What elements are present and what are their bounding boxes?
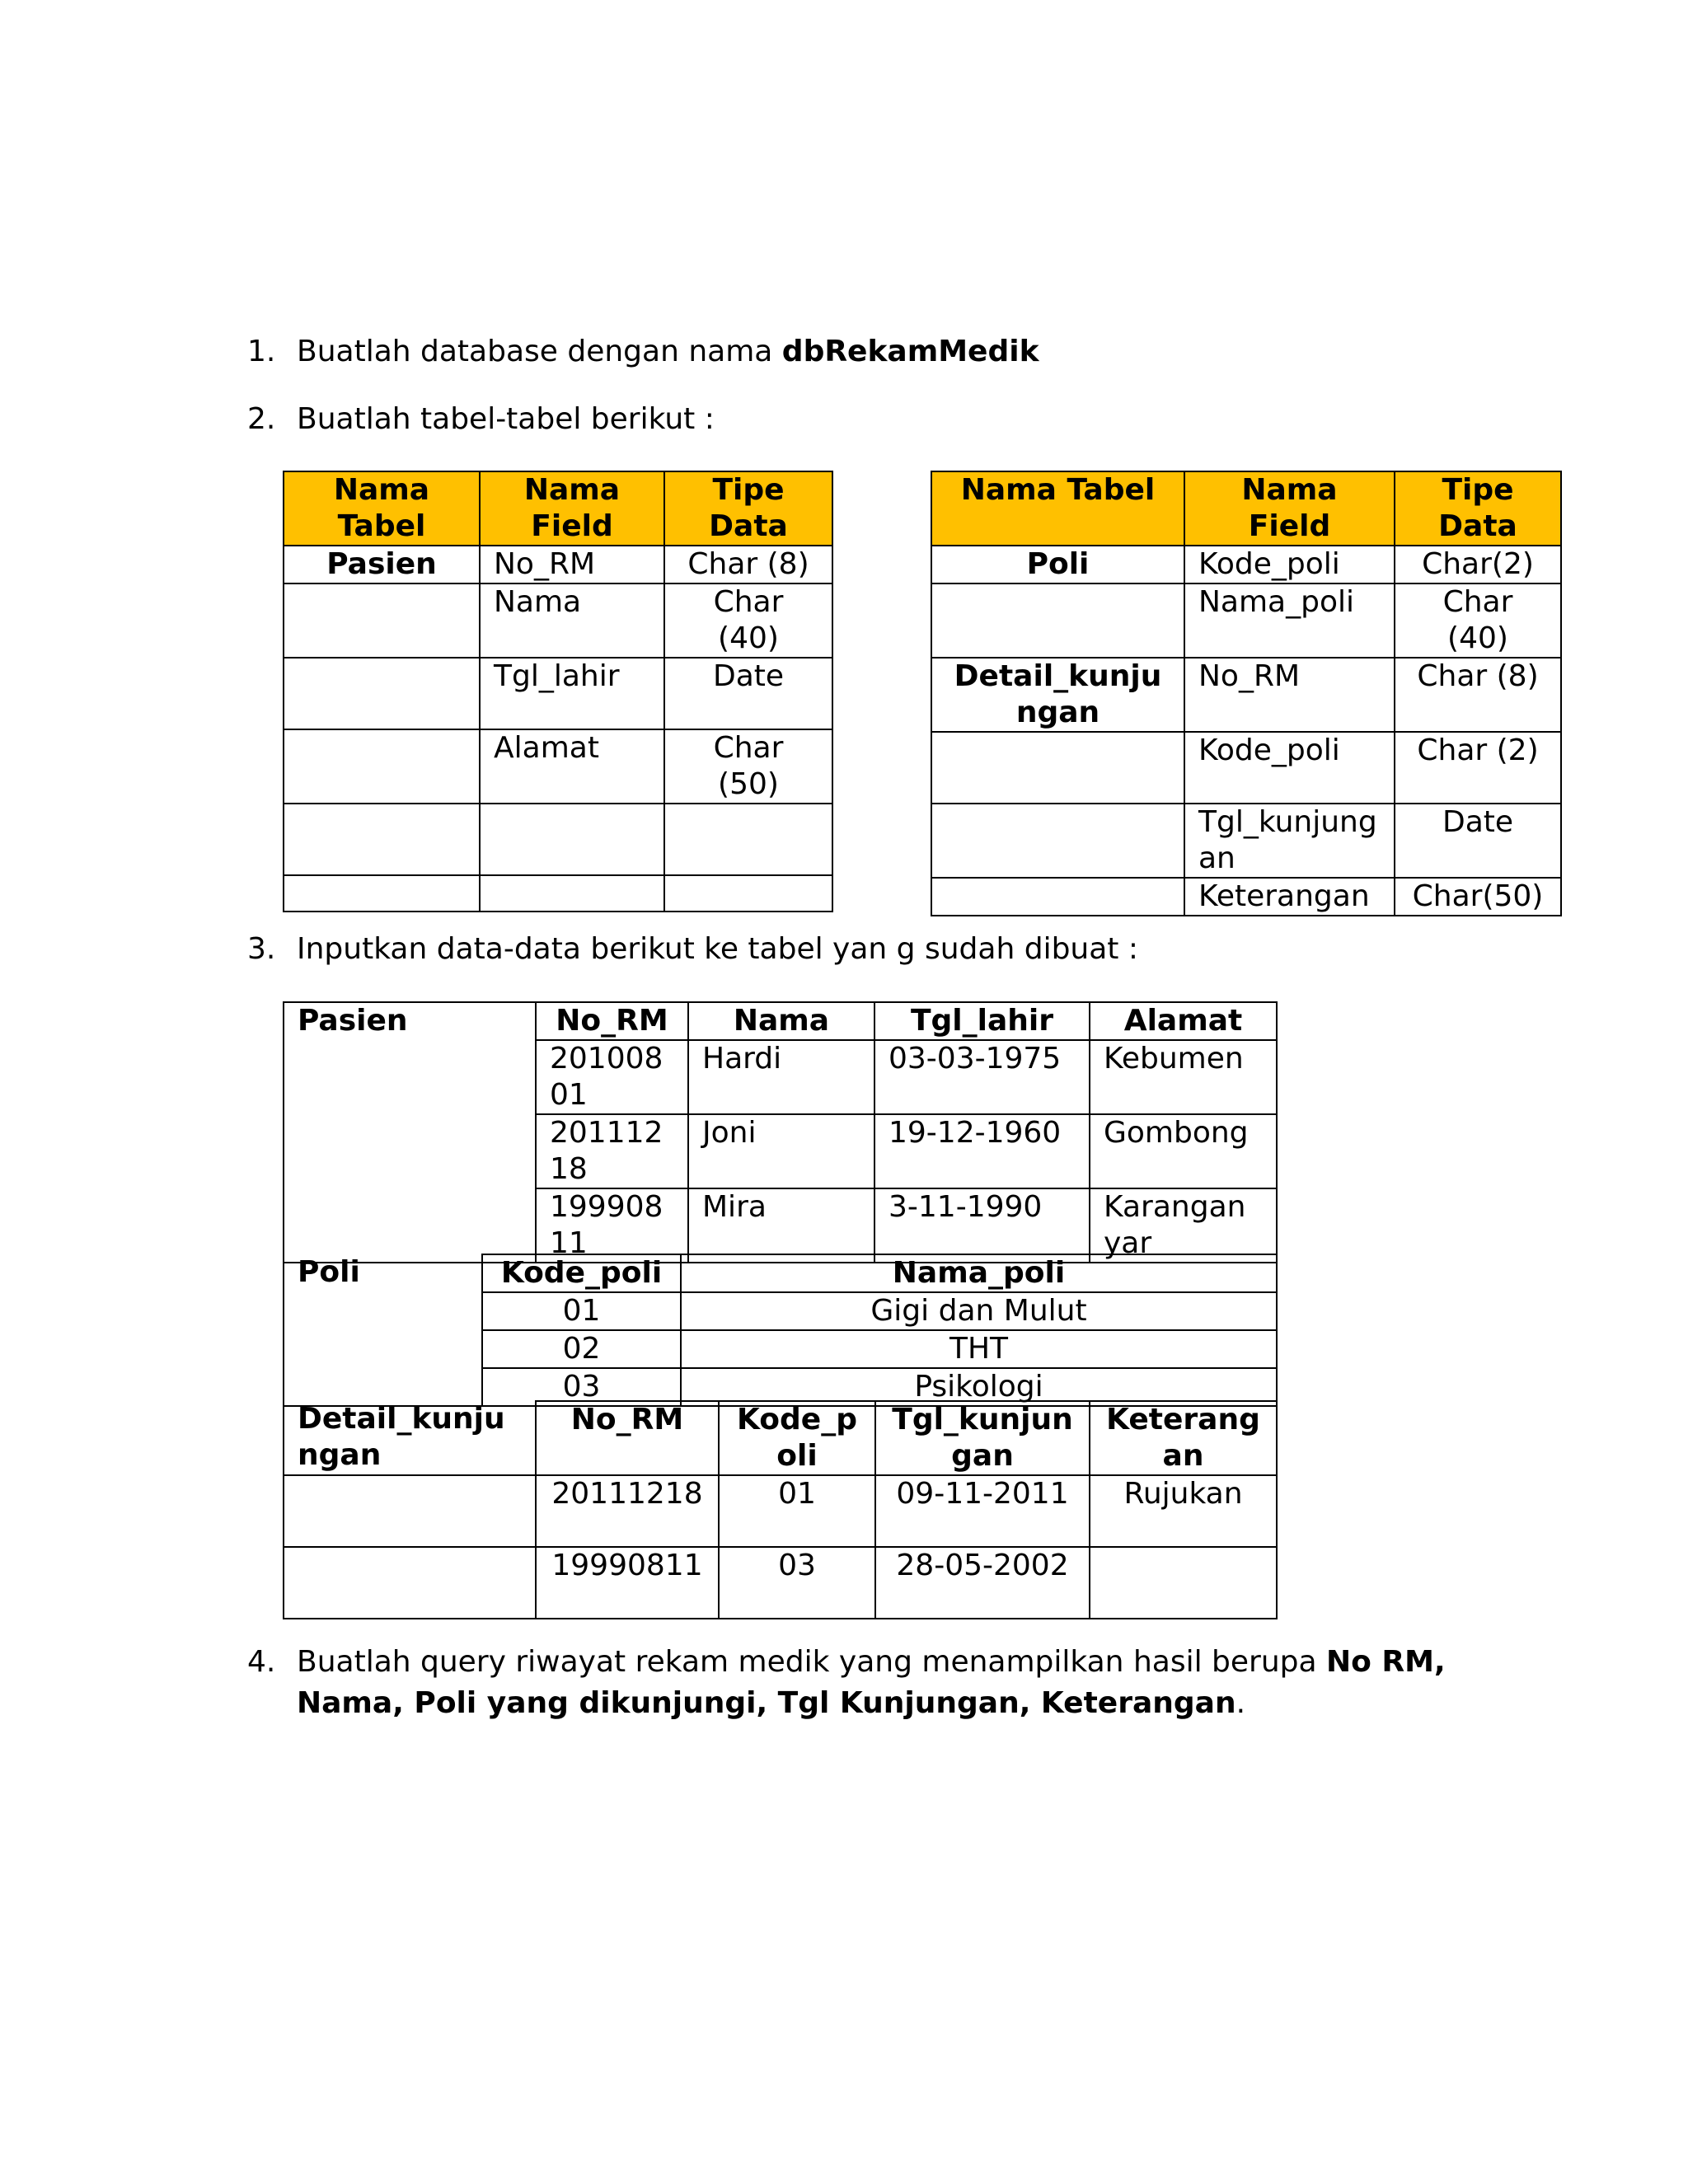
cell-nama: Mira xyxy=(688,1188,874,1263)
table-row xyxy=(284,546,832,583)
cell-kode-poli: 03 xyxy=(719,1547,875,1619)
list-text xyxy=(297,331,1039,373)
list-number: 2. xyxy=(247,402,276,436)
type-cell xyxy=(664,804,832,875)
table-name-cell xyxy=(284,804,480,875)
schema-table-poli xyxy=(931,471,1562,916)
field-cell xyxy=(480,875,664,912)
table-row xyxy=(284,875,832,912)
header-cell: Alamat xyxy=(1090,1002,1277,1040)
table-name-cell: Poli xyxy=(931,546,1184,583)
cell-nama-poli: Gigi dan Mulut xyxy=(681,1292,1277,1330)
header-cell: Kode_poli xyxy=(482,1254,681,1292)
cell-alamat: Karanganyar xyxy=(1090,1188,1277,1263)
empty-cell xyxy=(284,1547,536,1619)
field-cell: Kode_poli xyxy=(1184,732,1395,804)
table-name-cell: Detail_kunjungan xyxy=(931,658,1184,732)
header-cell: Tipe Data xyxy=(664,471,832,546)
header-cell: Nama_poli xyxy=(681,1254,1277,1292)
table-name-cell xyxy=(931,732,1184,804)
type-cell: Char (50) xyxy=(664,729,832,804)
cell-tgl-kunjungan: 28-05-2002 xyxy=(875,1547,1090,1619)
field-cell: No_RM xyxy=(480,546,664,583)
table-row xyxy=(284,1547,1277,1619)
cell-kode-poli: 02 xyxy=(482,1330,681,1368)
cell-nama-poli: Psikologi xyxy=(681,1368,1277,1406)
field-cell xyxy=(480,804,664,875)
table-row xyxy=(284,1475,1277,1547)
header-cell: No_RM xyxy=(536,1401,719,1475)
header-cell: Nama Field xyxy=(480,471,664,546)
table-header-row xyxy=(284,1254,1277,1292)
type-cell: Char (40) xyxy=(1395,583,1561,658)
field-cell: Alamat xyxy=(480,729,664,804)
data-table-detail-kunjungan xyxy=(283,1400,1278,1619)
table-row xyxy=(931,804,1561,878)
field-cell: No_RM xyxy=(1184,658,1395,732)
type-cell: Date xyxy=(1395,804,1561,878)
list-text: Inputkan data-data berikut ke tabel yan g sudah dibuat : xyxy=(297,932,1138,966)
item-text: . xyxy=(1236,1686,1246,1720)
header-cell: Nama Tabel xyxy=(931,471,1184,546)
type-cell xyxy=(664,875,832,912)
header-cell: No_RM xyxy=(536,1002,688,1040)
table-row xyxy=(931,732,1561,804)
cell-kode-poli: 03 xyxy=(482,1368,681,1406)
table-name-cell xyxy=(931,878,1184,916)
cell-tgl-lahir: 19-12-1960 xyxy=(874,1114,1090,1188)
table-label: Detail_kunjungan xyxy=(284,1401,536,1475)
list-text: Buatlah tabel-tabel berikut : xyxy=(297,402,715,436)
table-row xyxy=(284,658,832,729)
cell-alamat: Gombong xyxy=(1090,1114,1277,1188)
empty-cell xyxy=(284,1475,536,1547)
table-row xyxy=(284,583,832,658)
cell-no-rm: 19990811 xyxy=(536,1188,688,1263)
list-text xyxy=(297,1642,1533,1724)
cell-tgl-lahir: 03-03-1975 xyxy=(874,1040,1090,1114)
type-cell: Char (8) xyxy=(664,546,832,583)
table-label: Pasien xyxy=(284,1002,536,1263)
table-header-row xyxy=(284,1002,1277,1040)
header-cell: Nama xyxy=(688,1002,874,1040)
table-row xyxy=(931,583,1561,658)
table-name-cell xyxy=(284,729,480,804)
header-cell: Nama Field xyxy=(1184,471,1395,546)
schema-table-pasien xyxy=(283,471,833,912)
table-row xyxy=(931,546,1561,583)
table-row xyxy=(931,878,1561,916)
field-cell: Kode_poli xyxy=(1184,546,1395,583)
table-name-cell xyxy=(931,583,1184,658)
field-cell: Nama xyxy=(480,583,664,658)
cell-no-rm: 19990811 xyxy=(536,1547,719,1619)
type-cell: Char(2) xyxy=(1395,546,1561,583)
header-cell: Kode_poli xyxy=(719,1401,875,1475)
cell-nama-poli: THT xyxy=(681,1330,1277,1368)
table-name-cell xyxy=(284,658,480,729)
type-cell: Char(50) xyxy=(1395,878,1561,916)
item-bold-text: No RM, xyxy=(1326,1645,1446,1679)
table-row xyxy=(284,729,832,804)
table-header-row xyxy=(284,471,832,546)
field-cell: Tgl_kunjungan xyxy=(1184,804,1395,878)
header-cell: Nama Tabel xyxy=(284,471,480,546)
item-bold-text: Nama, Poli yang dikunjungi, Tgl Kunjungan, Keterangan xyxy=(297,1686,1236,1720)
list-number: 4. xyxy=(247,1645,276,1679)
table-label: Poli xyxy=(284,1254,482,1406)
list-number: 3. xyxy=(247,932,276,966)
table-name-cell xyxy=(931,804,1184,878)
cell-no-rm: 20111218 xyxy=(536,1475,719,1547)
table-name-cell: Pasien xyxy=(284,546,480,583)
table-row xyxy=(931,658,1561,732)
type-cell: Char (8) xyxy=(1395,658,1561,732)
header-cell: Tipe Data xyxy=(1395,471,1561,546)
cell-kode-poli: 01 xyxy=(719,1475,875,1547)
cell-tgl-lahir: 3-11-1990 xyxy=(874,1188,1090,1263)
data-table-poli xyxy=(283,1254,1278,1407)
field-cell: Tgl_lahir xyxy=(480,658,664,729)
item-text: Buatlah query riwayat rekam medik yang menampilkan hasil berupa xyxy=(297,1645,1326,1679)
data-table-pasien xyxy=(283,1001,1278,1263)
database-name: dbRekamMedik xyxy=(781,335,1039,368)
cell-kode-poli: 01 xyxy=(482,1292,681,1330)
cell-keterangan xyxy=(1090,1547,1277,1619)
list-number: 1. xyxy=(247,335,276,368)
table-header-row xyxy=(284,1401,1277,1475)
cell-keterangan: Rujukan xyxy=(1090,1475,1277,1547)
type-cell: Char (40) xyxy=(664,583,832,658)
table-name-cell xyxy=(284,583,480,658)
type-cell: Char (2) xyxy=(1395,732,1561,804)
table-header-row xyxy=(931,471,1561,546)
cell-nama: Hardi xyxy=(688,1040,874,1114)
cell-alamat: Kebumen xyxy=(1090,1040,1277,1114)
table-name-cell xyxy=(284,875,480,912)
cell-nama: Joni xyxy=(688,1114,874,1188)
header-cell: Tgl_kunjungan xyxy=(875,1401,1090,1475)
field-cell: Nama_poli xyxy=(1184,583,1395,658)
header-cell: Keterangan xyxy=(1090,1401,1277,1475)
cell-no-rm: 20100801 xyxy=(536,1040,688,1114)
item-text: Buatlah database dengan nama xyxy=(297,335,782,368)
field-cell: Keterangan xyxy=(1184,878,1395,916)
header-cell: Tgl_lahir xyxy=(874,1002,1090,1040)
cell-no-rm: 20111218 xyxy=(536,1114,688,1188)
cell-tgl-kunjungan: 09-11-2011 xyxy=(875,1475,1090,1547)
type-cell: Date xyxy=(664,658,832,729)
table-row xyxy=(284,804,832,875)
